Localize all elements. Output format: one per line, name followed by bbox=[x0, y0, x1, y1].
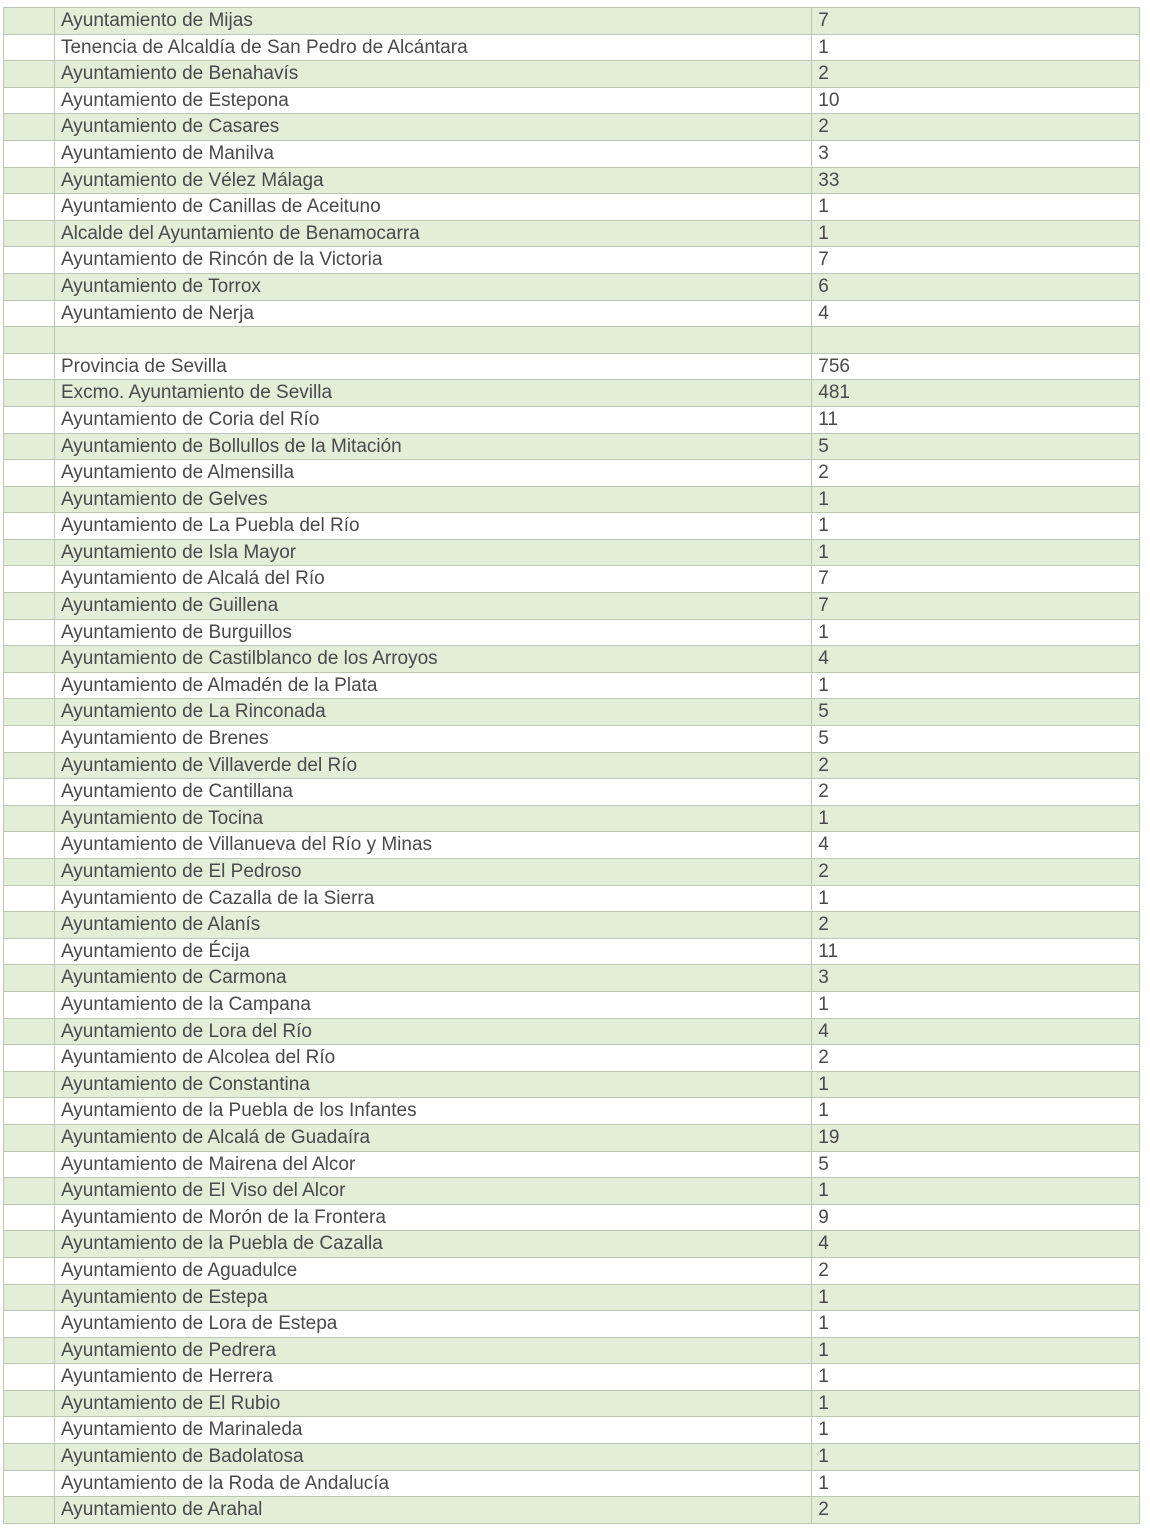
row-index-cell bbox=[4, 726, 55, 752]
row-index-cell bbox=[4, 247, 55, 273]
table-row bbox=[4, 779, 1140, 806]
entity-name-cell: Ayuntamiento de Villanueva del Río y Minas bbox=[55, 832, 812, 858]
count-cell: 2 bbox=[812, 61, 1140, 87]
table-row bbox=[4, 221, 1140, 248]
entity-name-cell: Ayuntamiento de El Viso del Alcor bbox=[55, 1178, 812, 1204]
table-row bbox=[4, 274, 1140, 301]
count-cell: 1 bbox=[812, 1098, 1140, 1124]
row-index-cell bbox=[4, 859, 55, 885]
table-row bbox=[4, 434, 1140, 461]
row-index-cell bbox=[4, 1019, 55, 1045]
table-row bbox=[4, 1072, 1140, 1099]
row-index-cell bbox=[4, 593, 55, 619]
entity-name-cell: Excmo. Ayuntamiento de Sevilla bbox=[55, 380, 812, 406]
row-index-cell bbox=[4, 407, 55, 433]
entity-name-cell: Ayuntamiento de Bollullos de la Mitación bbox=[55, 434, 812, 460]
table-row bbox=[4, 114, 1140, 141]
row-index-cell bbox=[4, 939, 55, 965]
entity-name-cell: Ayuntamiento de Constantina bbox=[55, 1072, 812, 1098]
row-index-cell bbox=[4, 194, 55, 220]
entity-name-cell: Ayuntamiento de Torrox bbox=[55, 274, 812, 300]
table-row bbox=[4, 1152, 1140, 1179]
count-cell: 1 bbox=[812, 992, 1140, 1018]
row-index-cell bbox=[4, 88, 55, 114]
entity-name-cell: Ayuntamiento de Vélez Málaga bbox=[55, 168, 812, 194]
table-row bbox=[4, 8, 1140, 35]
entity-name-cell: Ayuntamiento de Casares bbox=[55, 114, 812, 140]
row-index-cell bbox=[4, 1205, 55, 1231]
table-row bbox=[4, 540, 1140, 567]
count-cell: 33 bbox=[812, 168, 1140, 194]
table-row bbox=[4, 673, 1140, 700]
entity-name-cell: Ayuntamiento de Isla Mayor bbox=[55, 540, 812, 566]
table-row bbox=[4, 912, 1140, 939]
row-index-cell bbox=[4, 1152, 55, 1178]
row-index-cell bbox=[4, 1258, 55, 1284]
row-index-cell bbox=[4, 1497, 55, 1523]
count-cell: 1 bbox=[812, 1338, 1140, 1364]
entity-name-cell: Ayuntamiento de Rincón de la Victoria bbox=[55, 247, 812, 273]
table-row bbox=[4, 168, 1140, 195]
row-index-cell bbox=[4, 8, 55, 34]
row-index-cell bbox=[4, 832, 55, 858]
table-row bbox=[4, 1178, 1140, 1205]
entity-name-cell: Ayuntamiento de Manilva bbox=[55, 141, 812, 167]
entity-name-cell: Ayuntamiento de Alcalá del Río bbox=[55, 566, 812, 592]
count-cell: 1 bbox=[812, 540, 1140, 566]
entity-name-cell: Ayuntamiento de Benahavís bbox=[55, 61, 812, 87]
count-cell: 2 bbox=[812, 1045, 1140, 1071]
data-table bbox=[3, 7, 1140, 1524]
entity-name-cell: Ayuntamiento de Marinaleda bbox=[55, 1417, 812, 1443]
entity-name-cell: Ayuntamiento de Carmona bbox=[55, 965, 812, 991]
row-index-cell bbox=[4, 1098, 55, 1124]
count-cell: 11 bbox=[812, 407, 1140, 433]
table-row bbox=[4, 1258, 1140, 1285]
entity-name-cell: Ayuntamiento de la Puebla de los Infantes bbox=[55, 1098, 812, 1124]
row-index-cell bbox=[4, 620, 55, 646]
row-index-cell bbox=[4, 779, 55, 805]
entity-name-cell: Ayuntamiento de Herrera bbox=[55, 1364, 812, 1390]
count-cell: 1 bbox=[812, 886, 1140, 912]
count-cell: 1 bbox=[812, 1178, 1140, 1204]
entity-name-cell bbox=[55, 327, 812, 353]
row-index-cell bbox=[4, 806, 55, 832]
count-cell: 7 bbox=[812, 566, 1140, 592]
table-row bbox=[4, 1338, 1140, 1365]
count-cell: 19 bbox=[812, 1125, 1140, 1151]
table-row bbox=[4, 1497, 1140, 1524]
entity-name-cell: Provincia de Sevilla bbox=[55, 354, 812, 380]
entity-name-cell: Ayuntamiento de Lora del Río bbox=[55, 1019, 812, 1045]
table-row bbox=[4, 1098, 1140, 1125]
row-index-cell bbox=[4, 114, 55, 140]
table-row bbox=[4, 1019, 1140, 1046]
table-row bbox=[4, 380, 1140, 407]
table-row bbox=[4, 194, 1140, 221]
table-row bbox=[4, 1045, 1140, 1072]
table-row bbox=[4, 806, 1140, 833]
row-index-cell bbox=[4, 513, 55, 539]
entity-name-cell: Ayuntamiento de Écija bbox=[55, 939, 812, 965]
entity-name-cell: Ayuntamiento de Almadén de la Plata bbox=[55, 673, 812, 699]
row-index-cell bbox=[4, 1125, 55, 1151]
entity-name-cell: Ayuntamiento de Guillena bbox=[55, 593, 812, 619]
entity-name-cell: Ayuntamiento de Alanís bbox=[55, 912, 812, 938]
row-index-cell bbox=[4, 487, 55, 513]
row-index-cell bbox=[4, 460, 55, 486]
entity-name-cell: Ayuntamiento de Alcalá de Guadaíra bbox=[55, 1125, 812, 1151]
count-cell: 2 bbox=[812, 460, 1140, 486]
table-row bbox=[4, 1285, 1140, 1312]
count-cell: 2 bbox=[812, 114, 1140, 140]
entity-name-cell: Ayuntamiento de Castilblanco de los Arroyos bbox=[55, 646, 812, 672]
table-row bbox=[4, 247, 1140, 274]
table-row bbox=[4, 832, 1140, 859]
count-cell: 5 bbox=[812, 726, 1140, 752]
count-cell: 2 bbox=[812, 912, 1140, 938]
table-row bbox=[4, 753, 1140, 780]
table-row bbox=[4, 1391, 1140, 1418]
table-row bbox=[4, 35, 1140, 62]
entity-name-cell: Ayuntamiento de La Puebla del Río bbox=[55, 513, 812, 539]
count-cell: 4 bbox=[812, 1019, 1140, 1045]
table-row bbox=[4, 1417, 1140, 1444]
count-cell: 9 bbox=[812, 1205, 1140, 1231]
count-cell: 7 bbox=[812, 8, 1140, 34]
table-row bbox=[4, 1444, 1140, 1471]
entity-name-cell: Ayuntamiento de Coria del Río bbox=[55, 407, 812, 433]
row-index-cell bbox=[4, 61, 55, 87]
row-index-cell bbox=[4, 380, 55, 406]
count-cell: 1 bbox=[812, 1311, 1140, 1337]
entity-name-cell: Ayuntamiento de Burguillos bbox=[55, 620, 812, 646]
count-cell: 5 bbox=[812, 434, 1140, 460]
entity-name-cell: Alcalde del Ayuntamiento de Benamocarra bbox=[55, 221, 812, 247]
entity-name-cell: Ayuntamiento de Villaverde del Río bbox=[55, 753, 812, 779]
table-row bbox=[4, 487, 1140, 514]
row-index-cell bbox=[4, 753, 55, 779]
entity-name-cell: Ayuntamiento de Cazalla de la Sierra bbox=[55, 886, 812, 912]
count-cell: 3 bbox=[812, 965, 1140, 991]
count-cell: 1 bbox=[812, 1364, 1140, 1390]
table-row bbox=[4, 593, 1140, 620]
count-cell: 1 bbox=[812, 1391, 1140, 1417]
count-cell: 1 bbox=[812, 620, 1140, 646]
entity-name-cell: Ayuntamiento de El Rubio bbox=[55, 1391, 812, 1417]
entity-name-cell: Ayuntamiento de Almensilla bbox=[55, 460, 812, 486]
row-index-cell bbox=[4, 1285, 55, 1311]
entity-name-cell: Ayuntamiento de Pedrera bbox=[55, 1338, 812, 1364]
table-row bbox=[4, 88, 1140, 115]
row-index-cell bbox=[4, 886, 55, 912]
table-row bbox=[4, 566, 1140, 593]
table-row bbox=[4, 939, 1140, 966]
row-index-cell bbox=[4, 1364, 55, 1390]
entity-name-cell: Ayuntamiento de la Roda de Andalucía bbox=[55, 1471, 812, 1497]
row-index-cell bbox=[4, 1417, 55, 1443]
table-row bbox=[4, 1205, 1140, 1232]
count-cell: 2 bbox=[812, 779, 1140, 805]
count-cell: 11 bbox=[812, 939, 1140, 965]
entity-name-cell: Ayuntamiento de Mijas bbox=[55, 8, 812, 34]
row-index-cell bbox=[4, 965, 55, 991]
table-row bbox=[4, 1125, 1140, 1152]
count-cell: 1 bbox=[812, 1072, 1140, 1098]
entity-name-cell: Ayuntamiento de Aguadulce bbox=[55, 1258, 812, 1284]
entity-name-cell: Ayuntamiento de la Campana bbox=[55, 992, 812, 1018]
table-row bbox=[4, 327, 1140, 354]
count-cell: 1 bbox=[812, 194, 1140, 220]
entity-name-cell: Ayuntamiento de Morón de la Frontera bbox=[55, 1205, 812, 1231]
entity-name-cell: Ayuntamiento de El Pedroso bbox=[55, 859, 812, 885]
table-row bbox=[4, 726, 1140, 753]
count-cell: 6 bbox=[812, 274, 1140, 300]
count-cell: 2 bbox=[812, 753, 1140, 779]
table-row bbox=[4, 301, 1140, 328]
count-cell: 10 bbox=[812, 88, 1140, 114]
count-cell: 2 bbox=[812, 1497, 1140, 1523]
row-index-cell bbox=[4, 992, 55, 1018]
table-row bbox=[4, 859, 1140, 886]
row-index-cell bbox=[4, 141, 55, 167]
row-index-cell bbox=[4, 646, 55, 672]
entity-name-cell: Ayuntamiento de Mairena del Alcor bbox=[55, 1152, 812, 1178]
entity-name-cell: Ayuntamiento de Brenes bbox=[55, 726, 812, 752]
table-row bbox=[4, 1471, 1140, 1498]
row-index-cell bbox=[4, 673, 55, 699]
table-row bbox=[4, 886, 1140, 913]
entity-name-cell: Ayuntamiento de Canillas de Aceituno bbox=[55, 194, 812, 220]
row-index-cell bbox=[4, 354, 55, 380]
row-index-cell bbox=[4, 434, 55, 460]
count-cell: 2 bbox=[812, 859, 1140, 885]
count-cell: 4 bbox=[812, 832, 1140, 858]
row-index-cell bbox=[4, 1311, 55, 1337]
row-index-cell bbox=[4, 168, 55, 194]
row-index-cell bbox=[4, 1178, 55, 1204]
entity-name-cell: Ayuntamiento de Tocina bbox=[55, 806, 812, 832]
entity-name-cell: Ayuntamiento de la Puebla de Cazalla bbox=[55, 1231, 812, 1257]
count-cell: 1 bbox=[812, 1285, 1140, 1311]
row-index-cell bbox=[4, 327, 55, 353]
row-index-cell bbox=[4, 1471, 55, 1497]
row-index-cell bbox=[4, 1072, 55, 1098]
table-row bbox=[4, 460, 1140, 487]
count-cell: 1 bbox=[812, 673, 1140, 699]
count-cell: 5 bbox=[812, 1152, 1140, 1178]
entity-name-cell: Ayuntamiento de Badolatosa bbox=[55, 1444, 812, 1470]
table-row bbox=[4, 141, 1140, 168]
row-index-cell bbox=[4, 699, 55, 725]
count-cell: 4 bbox=[812, 1231, 1140, 1257]
count-cell: 1 bbox=[812, 806, 1140, 832]
count-cell: 1 bbox=[812, 221, 1140, 247]
row-index-cell bbox=[4, 566, 55, 592]
row-index-cell bbox=[4, 274, 55, 300]
count-cell: 1 bbox=[812, 1444, 1140, 1470]
table-row bbox=[4, 699, 1140, 726]
row-index-cell bbox=[4, 221, 55, 247]
table-row bbox=[4, 407, 1140, 434]
row-index-cell bbox=[4, 1231, 55, 1257]
count-cell: 4 bbox=[812, 646, 1140, 672]
count-cell: 1 bbox=[812, 487, 1140, 513]
table-row bbox=[4, 1231, 1140, 1258]
count-cell: 4 bbox=[812, 301, 1140, 327]
count-cell: 3 bbox=[812, 141, 1140, 167]
row-index-cell bbox=[4, 1338, 55, 1364]
entity-name-cell: Ayuntamiento de Lora de Estepa bbox=[55, 1311, 812, 1337]
row-index-cell bbox=[4, 1391, 55, 1417]
count-cell: 756 bbox=[812, 354, 1140, 380]
table-row bbox=[4, 620, 1140, 647]
table-row bbox=[4, 992, 1140, 1019]
row-index-cell bbox=[4, 1045, 55, 1071]
count-cell: 7 bbox=[812, 247, 1140, 273]
table-row bbox=[4, 61, 1140, 88]
table-row bbox=[4, 1364, 1140, 1391]
entity-name-cell: Ayuntamiento de Estepona bbox=[55, 88, 812, 114]
table-row bbox=[4, 965, 1140, 992]
table-row bbox=[4, 1311, 1140, 1338]
entity-name-cell: Ayuntamiento de Nerja bbox=[55, 301, 812, 327]
count-cell: 7 bbox=[812, 593, 1140, 619]
entity-name-cell: Ayuntamiento de Alcolea del Río bbox=[55, 1045, 812, 1071]
table-row bbox=[4, 646, 1140, 673]
count-cell: 1 bbox=[812, 35, 1140, 61]
row-index-cell bbox=[4, 1444, 55, 1470]
entity-name-cell: Ayuntamiento de Cantillana bbox=[55, 779, 812, 805]
count-cell: 1 bbox=[812, 1471, 1140, 1497]
count-cell: 5 bbox=[812, 699, 1140, 725]
row-index-cell bbox=[4, 912, 55, 938]
entity-name-cell: Ayuntamiento de Estepa bbox=[55, 1285, 812, 1311]
entity-name-cell: Ayuntamiento de Gelves bbox=[55, 487, 812, 513]
row-index-cell bbox=[4, 35, 55, 61]
entity-name-cell: Ayuntamiento de La Rinconada bbox=[55, 699, 812, 725]
entity-name-cell: Tenencia de Alcaldía de San Pedro de Alcántara bbox=[55, 35, 812, 61]
count-cell: 1 bbox=[812, 1417, 1140, 1443]
row-index-cell bbox=[4, 301, 55, 327]
entity-name-cell: Ayuntamiento de Arahal bbox=[55, 1497, 812, 1523]
table-row bbox=[4, 354, 1140, 381]
count-cell: 481 bbox=[812, 380, 1140, 406]
row-index-cell bbox=[4, 540, 55, 566]
table-row bbox=[4, 513, 1140, 540]
count-cell: 2 bbox=[812, 1258, 1140, 1284]
count-cell: 1 bbox=[812, 513, 1140, 539]
count-cell bbox=[812, 327, 1140, 353]
